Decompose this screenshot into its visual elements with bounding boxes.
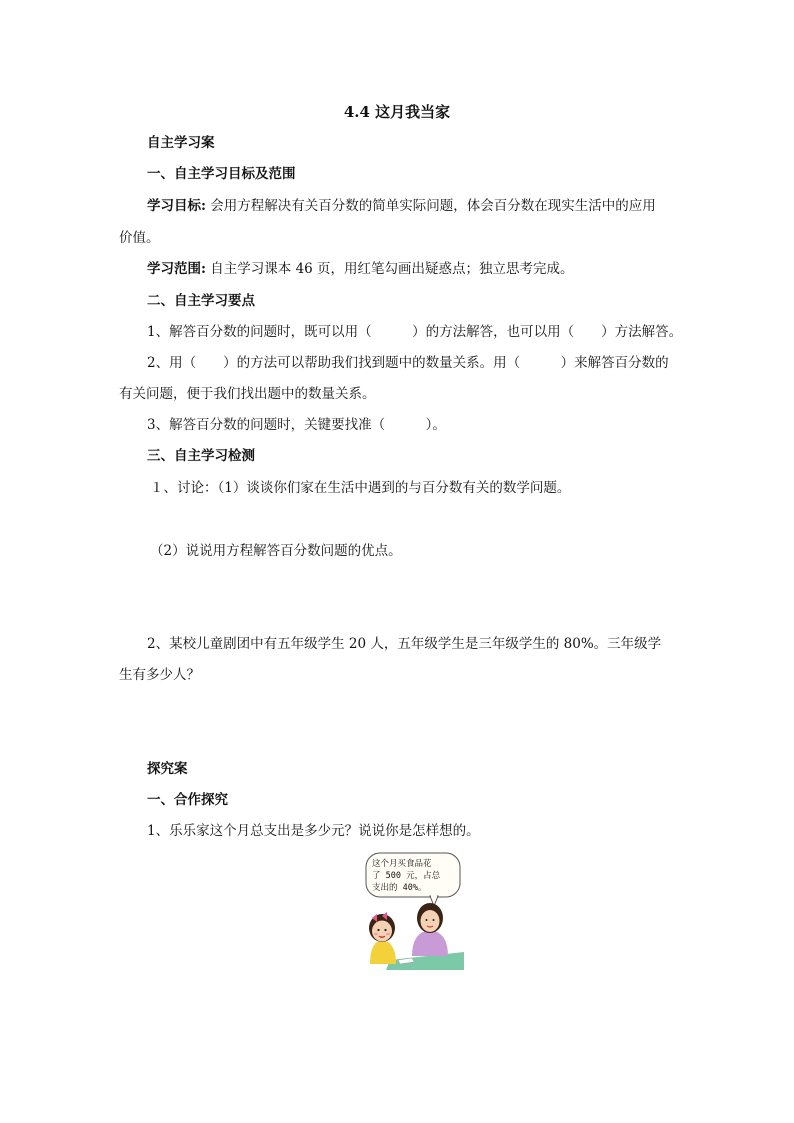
key-point-3: 3、解答百分数的问题时，关键要找准（ ）。 bbox=[147, 417, 446, 433]
check-item-1b: （2）说说用方程解答百分数问题的优点。 bbox=[150, 543, 402, 559]
key-point-2: 2、用（ ）的方法可以帮助我们找到题中的数量关系。用（ ）来解答百分数的 bbox=[147, 355, 669, 371]
girl-figure bbox=[369, 912, 396, 964]
subheading-goals: 一、自主学习目标及范围 bbox=[147, 166, 296, 182]
explore-item-1: 1、乐乐家这个月总支出是多少元？说说你是怎样想的。 bbox=[147, 823, 480, 839]
mother-figure bbox=[412, 903, 448, 956]
check-item-2-cont: 生有多少人？ bbox=[119, 667, 200, 683]
section-heading-explore: 探究案 bbox=[147, 761, 188, 777]
range-line bbox=[147, 259, 687, 279]
subheading-self-check: 三、自主学习检测 bbox=[147, 448, 255, 464]
bubble-line-2: 了 500 元，占总 bbox=[372, 871, 441, 881]
check-item-2: 2、某校儿童剧团中有五年级学生 20 人，五年级学生是三年级学生的 80%。三年级学 bbox=[147, 636, 662, 652]
range-label: 学习范围: bbox=[147, 261, 206, 277]
goal-line bbox=[147, 196, 687, 216]
page-title: 4.4 这月我当家 bbox=[343, 103, 451, 121]
check-item-1: １、讨论：（1）谈谈你们家在生活中遇到的与百分数有关的数学问题。 bbox=[150, 480, 571, 496]
subheading-key-points: 二、自主学习要点 bbox=[147, 293, 255, 309]
goal-text-cont: 价值。 bbox=[119, 230, 160, 246]
mother-daughter-illustration bbox=[360, 852, 464, 970]
goal-text: 会用方程解决有关百分数的简单实际问题，体会百分数在现实生活中的应用 bbox=[205, 198, 656, 214]
bubble-line-3: 支出的 40%。 bbox=[372, 883, 427, 893]
key-point-1: 1、解答百分数的问题时，既可以用（ ）的方法解答，也可以用（ ）方法解答。 bbox=[147, 324, 683, 340]
speech-bubble bbox=[366, 853, 460, 906]
key-point-2-cont: 有关问题，便于我们找出题中的数量关系。 bbox=[119, 386, 376, 402]
goal-label: 学习目标: bbox=[147, 198, 206, 214]
bubble-line-1: 这个月买食品花 bbox=[372, 859, 432, 869]
range-text: 自主学习课本 46 页，用红笔勾画出疑惑点；独立思考完成。 bbox=[205, 261, 574, 277]
section-heading-self-study: 自主学习案 bbox=[147, 135, 215, 151]
subheading-cooperate: 一、合作探究 bbox=[147, 792, 228, 808]
